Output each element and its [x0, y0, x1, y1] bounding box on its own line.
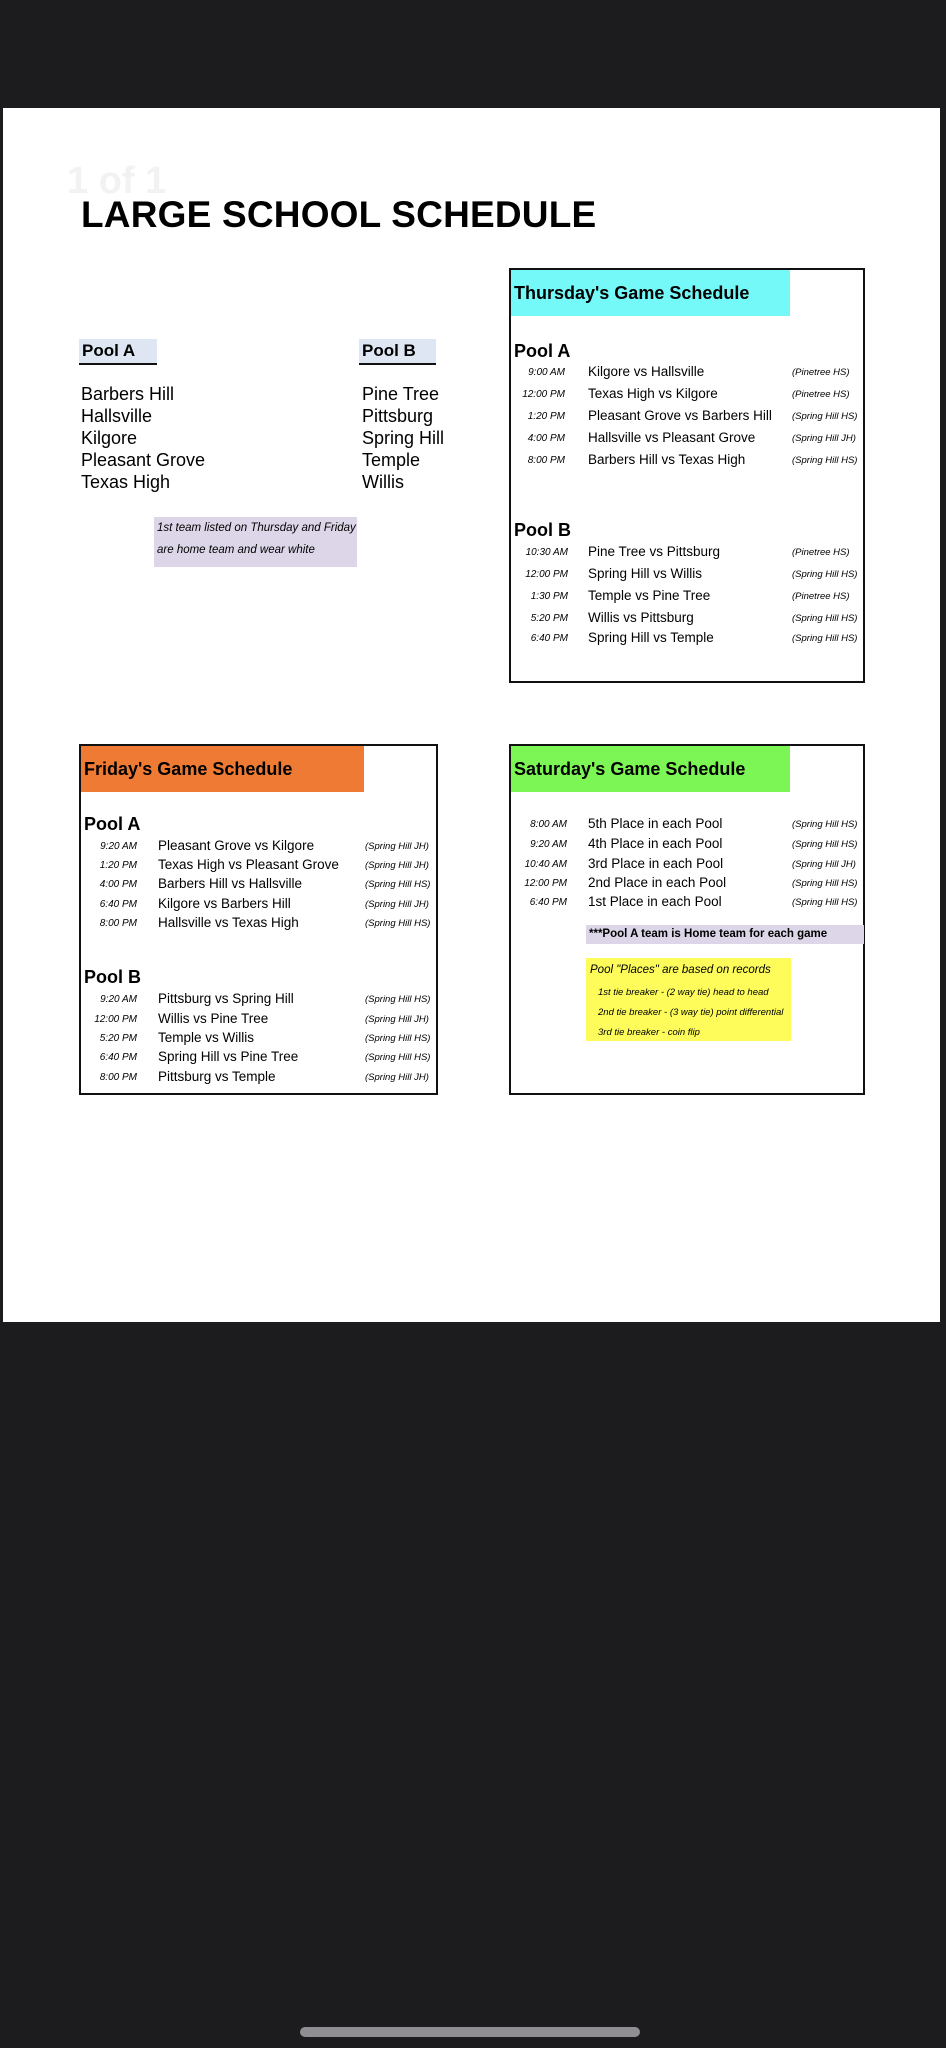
game-matchup: Barbers Hill vs Hallsville [158, 876, 303, 891]
game-time: 10:30 AM [525, 547, 568, 558]
list-item: Pine Tree [362, 384, 440, 404]
game-matchup: Willis vs Pittsburg [588, 610, 694, 625]
page-title: LARGE SCHOOL SCHEDULE [81, 194, 597, 235]
home-team-note [154, 517, 357, 567]
friday-header: Friday's Game Schedule [81, 746, 364, 792]
game-location: (Spring Hill HS) [792, 569, 858, 580]
game-location: (Spring Hill HS) [792, 897, 858, 908]
game-matchup: Spring Hill vs Willis [588, 566, 703, 581]
game-row [511, 856, 863, 874]
note-line: 1st team listed on Thursday and Friday [157, 522, 356, 534]
game-time: 12:00 PM [525, 569, 568, 580]
game-location: (Spring Hill JH) [365, 841, 429, 852]
game-time: 6:40 PM [529, 897, 567, 908]
game-row [81, 857, 436, 875]
game-matchup: Spring Hill vs Temple [588, 630, 714, 645]
game-time: 10:40 AM [524, 859, 567, 870]
list-item: Pittsburg [362, 406, 434, 426]
game-time: 8:00 PM [99, 918, 137, 929]
game-time: 12:00 PM [522, 389, 565, 400]
game-row [511, 610, 863, 628]
game-time: 12:00 PM [524, 878, 567, 889]
game-row [81, 1069, 436, 1087]
pool-a-home-note: ***Pool A team is Home team for each game [586, 925, 864, 944]
game-location: (Spring Hill JH) [792, 859, 856, 870]
list-item: Kilgore [81, 428, 138, 448]
game-time: 6:40 PM [530, 633, 568, 644]
list-item: Willis [362, 472, 404, 492]
schedule-document [3, 108, 940, 1322]
game-row [81, 991, 436, 1009]
game-matchup: 1st Place in each Pool [588, 894, 722, 909]
game-time: 1:20 PM [527, 411, 565, 422]
game-time: 1:30 PM [530, 591, 568, 602]
game-row [511, 430, 863, 448]
list-item: Barbers Hill [81, 384, 175, 404]
game-location: (Pinetree HS) [792, 389, 850, 400]
game-location: (Spring Hill JH) [365, 899, 429, 910]
game-matchup: 3rd Place in each Pool [588, 856, 724, 871]
tie-breaker-item: 3rd tie breaker - coin flip [598, 1027, 700, 1038]
game-time: 8:00 AM [530, 819, 567, 830]
game-location: (Spring Hill HS) [792, 819, 858, 830]
game-location: (Spring Hill HS) [365, 1052, 431, 1063]
game-matchup: Pine Tree vs Pittsburg [588, 544, 721, 559]
game-matchup: Temple vs Willis [158, 1030, 255, 1045]
game-location: (Spring Hill HS) [365, 994, 431, 1005]
game-location: (Spring Hill HS) [792, 878, 858, 889]
game-matchup: Spring Hill vs Pine Tree [158, 1049, 299, 1064]
places-heading: Pool "Places" are based on records [590, 964, 771, 976]
game-row [511, 386, 863, 404]
game-time: 6:40 PM [99, 899, 137, 910]
game-time: 8:00 PM [99, 1072, 137, 1083]
game-location: (Spring Hill HS) [792, 455, 858, 466]
game-matchup: 2nd Place in each Pool [588, 875, 727, 890]
game-matchup: Pleasant Grove vs Barbers Hill [588, 408, 772, 423]
game-location: (Spring Hill HS) [792, 411, 858, 422]
game-row [511, 836, 863, 854]
game-location: (Spring Hill HS) [792, 839, 858, 850]
tie-breaker-item: 1st tie breaker - (2 way tie) head to head [598, 987, 769, 998]
game-row [511, 588, 863, 606]
friday-pool-b-label: Pool B [84, 967, 141, 987]
saturday-header: Saturday's Game Schedule [511, 746, 790, 792]
game-matchup: Temple vs Pine Tree [588, 588, 711, 603]
game-matchup: 4th Place in each Pool [588, 836, 723, 851]
game-row [511, 544, 863, 562]
game-matchup: Barbers Hill vs Texas High [588, 452, 746, 467]
game-matchup: Willis vs Pine Tree [158, 1011, 269, 1026]
list-item: Pleasant Grove [81, 450, 206, 470]
game-row [81, 915, 436, 933]
game-row [81, 896, 436, 914]
game-location: (Spring Hill HS) [365, 918, 431, 929]
game-matchup: 5th Place in each Pool [588, 816, 723, 831]
game-time: 9:20 AM [100, 841, 137, 852]
game-row [511, 894, 863, 912]
game-matchup: Hallsville vs Texas High [158, 915, 299, 930]
game-time: 4:00 PM [527, 433, 565, 444]
game-location: (Spring Hill JH) [365, 860, 429, 871]
note-line: are home team and wear white [157, 544, 315, 556]
game-location: (Spring Hill JH) [365, 1072, 429, 1083]
game-row [511, 452, 863, 470]
pool-b-header: Pool B [359, 339, 436, 365]
game-matchup: Texas High vs Kilgore [588, 386, 718, 401]
game-matchup: Kilgore vs Hallsville [588, 364, 705, 379]
game-time: 1:20 PM [99, 860, 137, 871]
game-location: (Pinetree HS) [792, 367, 850, 378]
game-location: (Spring Hill JH) [365, 1014, 429, 1025]
game-location: (Pinetree HS) [792, 547, 850, 558]
game-matchup: Pittsburg vs Temple [158, 1069, 276, 1084]
game-matchup: Kilgore vs Barbers Hill [158, 896, 291, 911]
game-location: (Spring Hill HS) [792, 633, 858, 644]
tie-breaker-item: 2nd tie breaker - (3 way tie) point differential [598, 1007, 784, 1018]
tie-breaker-note [586, 958, 791, 1041]
game-time: 9:00 AM [528, 367, 565, 378]
game-time: 9:20 AM [530, 839, 567, 850]
game-location: (Spring Hill JH) [792, 433, 856, 444]
game-time: 8:00 PM [527, 455, 565, 466]
friday-schedule-box [79, 744, 438, 1095]
thursday-pool-b-label: Pool B [514, 520, 571, 540]
game-row [511, 408, 863, 426]
game-row [81, 838, 436, 856]
game-row [511, 630, 863, 648]
game-time: 6:40 PM [99, 1052, 137, 1063]
game-row [511, 816, 863, 834]
page-indicator-faint: 1 of 1 [67, 160, 167, 202]
list-item: Temple [362, 450, 421, 470]
list-item: Spring Hill [362, 428, 445, 448]
game-location: (Spring Hill HS) [365, 1033, 431, 1044]
list-item: Hallsville [81, 406, 153, 426]
game-matchup: Pittsburg vs Spring Hill [158, 991, 294, 1006]
game-location: (Spring Hill HS) [365, 879, 431, 890]
game-time: 5:20 PM [99, 1033, 137, 1044]
thursday-header: Thursday's Game Schedule [511, 270, 790, 316]
game-time: 9:20 AM [100, 994, 137, 1005]
game-row [511, 364, 863, 382]
game-time: 12:00 PM [94, 1014, 137, 1025]
game-location: (Pinetree HS) [792, 591, 850, 602]
game-row [81, 1011, 436, 1029]
game-matchup: Hallsville vs Pleasant Grove [588, 430, 756, 445]
game-row [81, 1049, 436, 1067]
game-row [511, 875, 863, 893]
game-matchup: Texas High vs Pleasant Grove [158, 857, 339, 872]
game-time: 5:20 PM [530, 613, 568, 624]
friday-pool-a-label: Pool A [84, 814, 141, 834]
game-row [81, 1030, 436, 1048]
game-time: 4:00 PM [99, 879, 137, 890]
thursday-schedule-box [509, 268, 865, 683]
pool-a-header: Pool A [79, 339, 157, 365]
thursday-pool-a-label: Pool A [514, 341, 571, 361]
list-item: Texas High [81, 472, 171, 492]
game-row [511, 566, 863, 584]
game-location: (Spring Hill HS) [792, 613, 858, 624]
game-row [81, 876, 436, 894]
home-indicator[interactable] [300, 2027, 640, 2037]
game-matchup: Pleasant Grove vs Kilgore [158, 838, 315, 853]
